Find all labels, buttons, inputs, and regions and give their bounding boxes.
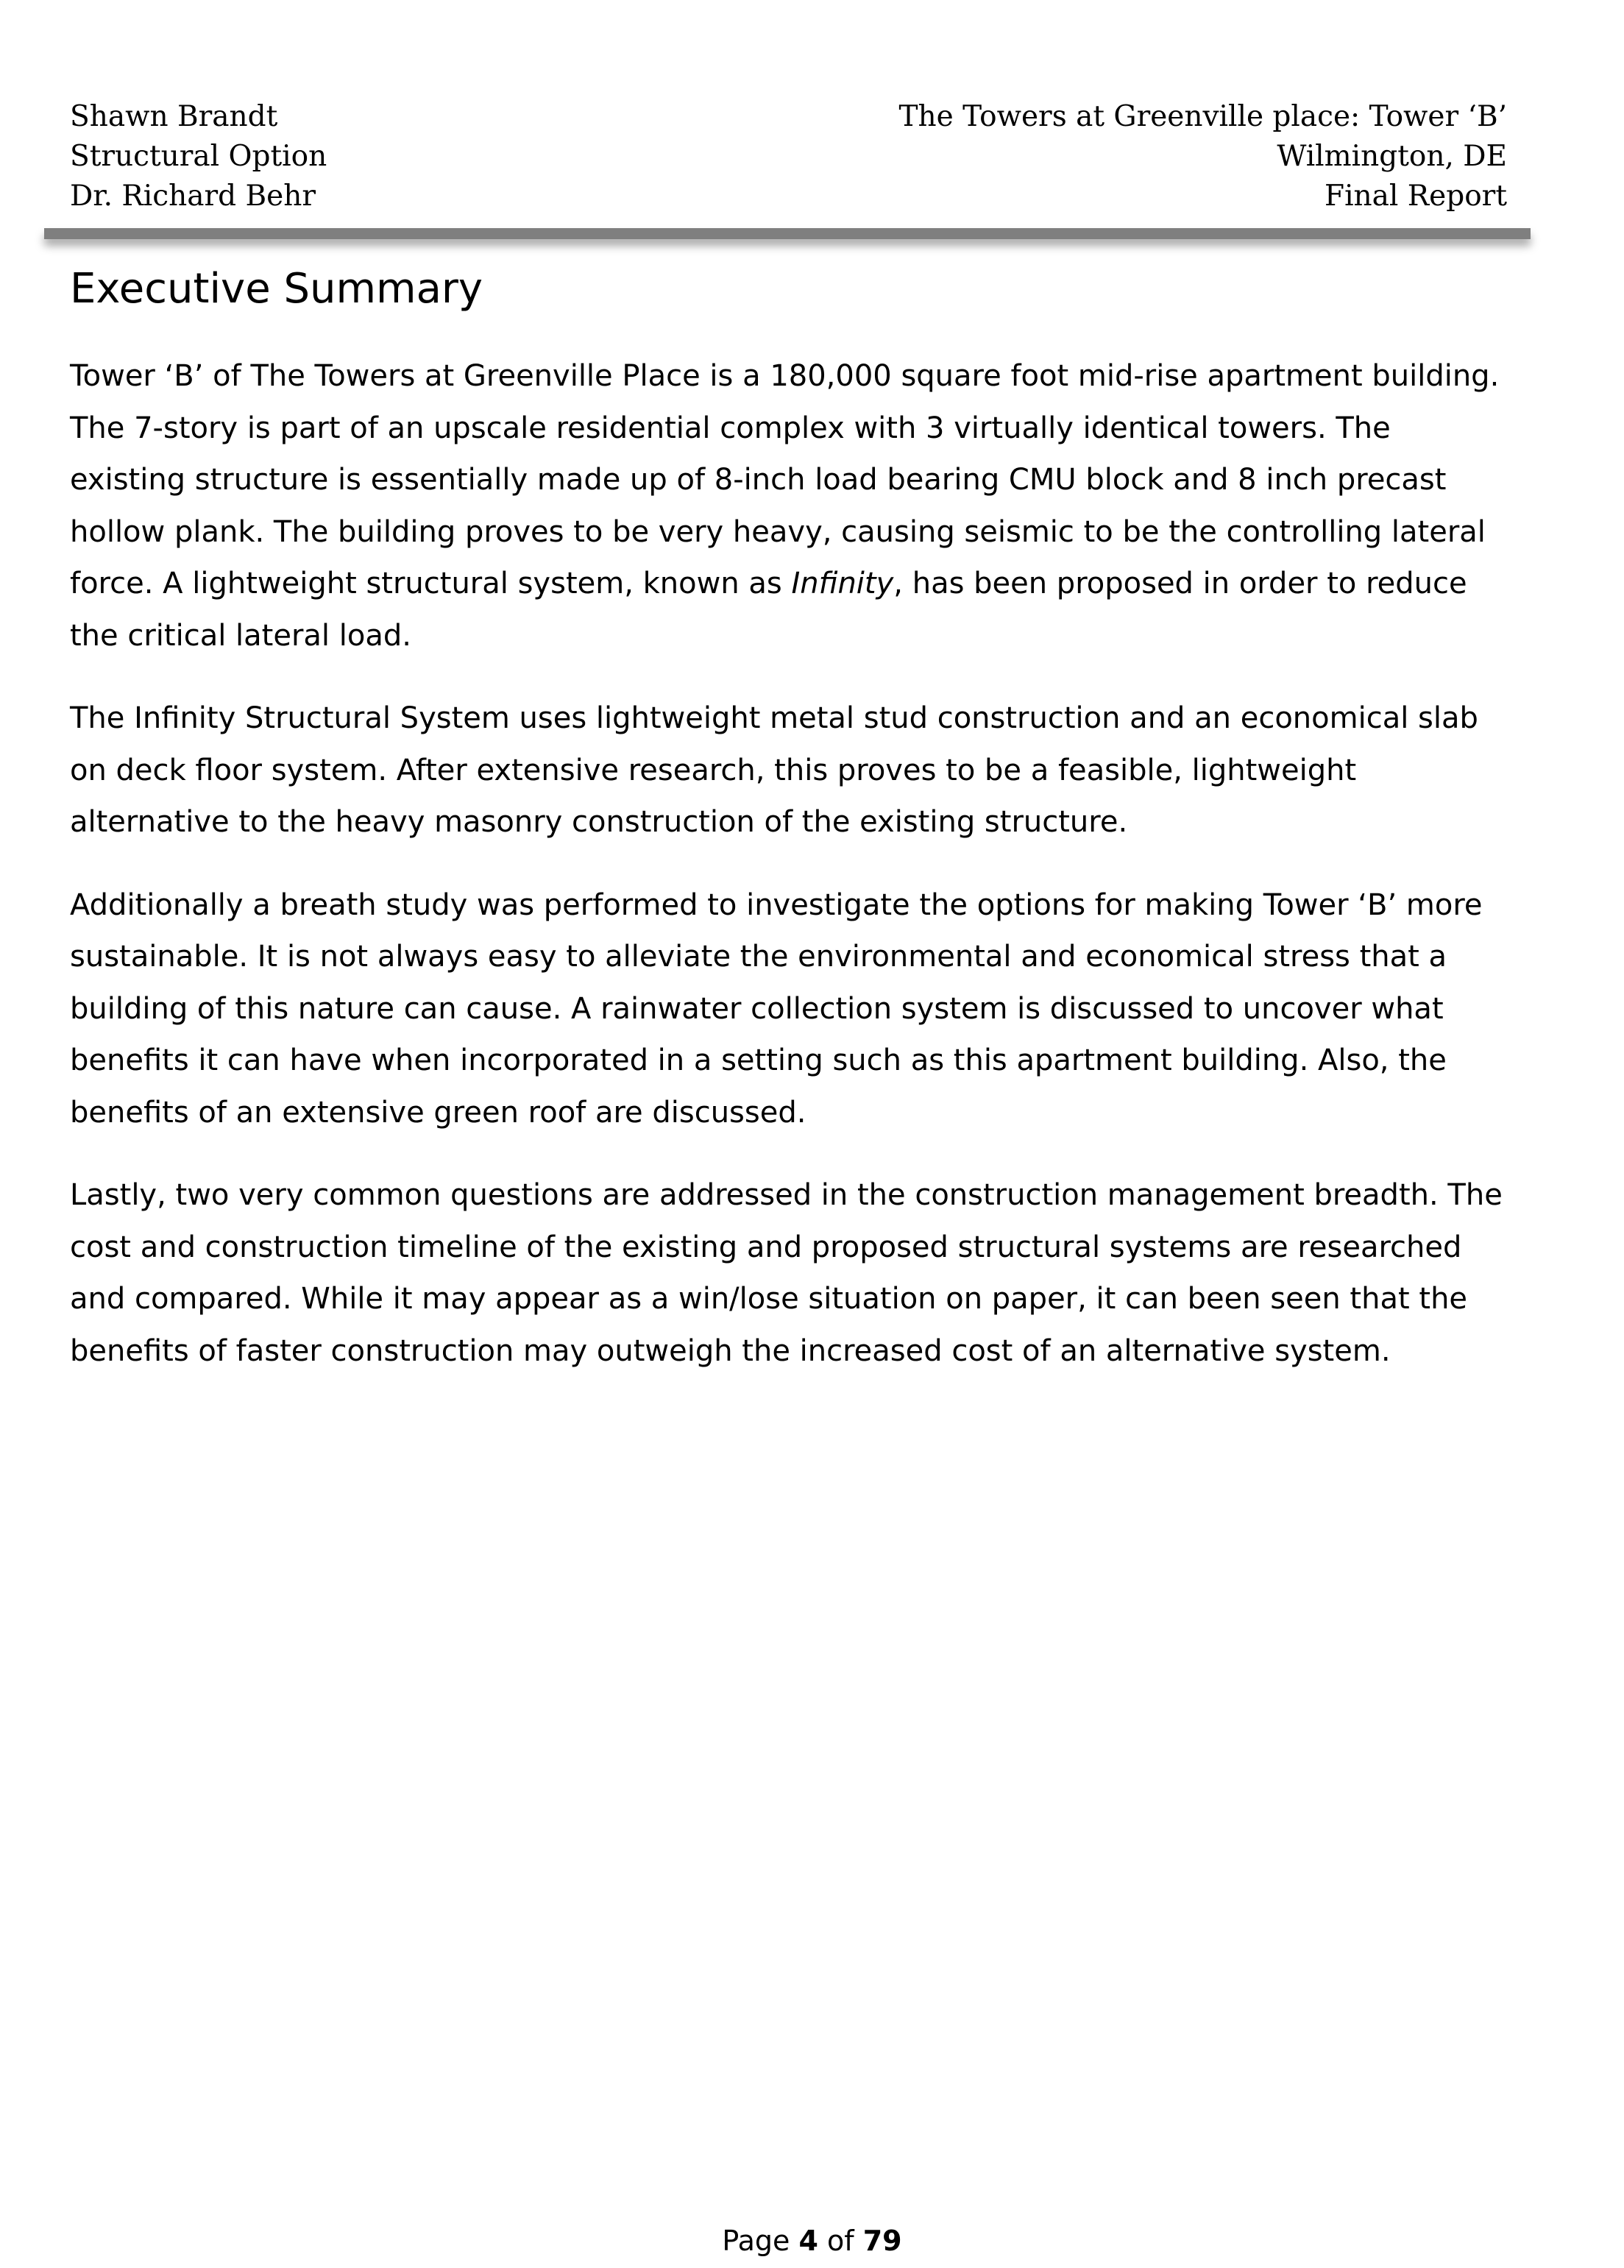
report-type: Final Report [1325,180,1507,213]
paragraph-1-italic: Infinity [791,567,894,600]
project-location: Wilmington, DE [1277,140,1507,173]
paragraph-2: The Infinity Structural System uses lightweight metal stud construction and an economical slab on deck floor system. After extensive research, this proves to be a feasible, lightweight alternative to the heavy masonry construction of the existing structure. [70,701,1478,839]
header-left-block [70,97,327,216]
page-footer [0,2222,1624,2259]
paragraph-4: Lastly, two very common questions are addressed in the construction management breadth. The cost and construction timeline of the existing and proposed structural systems are researched and compared. While it may appear as a win/lose situation on paper, it can been seen that the benefits of faster construction may outweigh the increased cost of an alternative system. [70,1178,1503,1368]
project-title: The Towers at Greenville place: Tower ‘B’ [898,100,1507,133]
author-name: Shawn Brandt [70,100,278,133]
advisor-name: Dr. Richard Behr [70,180,316,213]
paragraph-1-text-a: Tower ‘B’ of The Towers at Greenville Place is a 180,000 square foot mid-rise apartment building. The 7-story is part of an upscale residential complex with 3 virtually identical towers. The existing structure is essentially made up of 8-inch load bearing CMU block and 8 inch precast hollow plank. The building proves to be very heavy, causing seismic to be the controlling lateral force. A lightweight structural system, known as [70,359,1500,600]
paragraph-3: Additionally a breath study was performed to investigate the options for making Tower ‘B’ more sustainable. It is not always easy to alleviate the environmental and economical stress that a building of this nature can cause. A rainwater collection system is discussed to uncover what benefits it can have when incorporated in a setting such as this apartment building. Also, the benefits of an extensive green roof are discussed. [70,887,1483,1130]
footer-current-page: 4 [798,2225,818,2257]
paragraph-1 [70,350,1512,662]
header-right-block [899,97,1507,216]
footer-total-pages: 79 [862,2225,902,2257]
footer-page-word: Page [722,2225,790,2257]
page-body [70,258,1512,1408]
option-label: Structural Option [70,140,327,173]
footer-of-word: of [827,2225,854,2257]
paragraph-1-text-b: , has been proposed in order to reduce the critical lateral load. [70,567,1467,653]
section-title: Executive Summary [70,265,483,313]
header-divider [44,228,1531,239]
